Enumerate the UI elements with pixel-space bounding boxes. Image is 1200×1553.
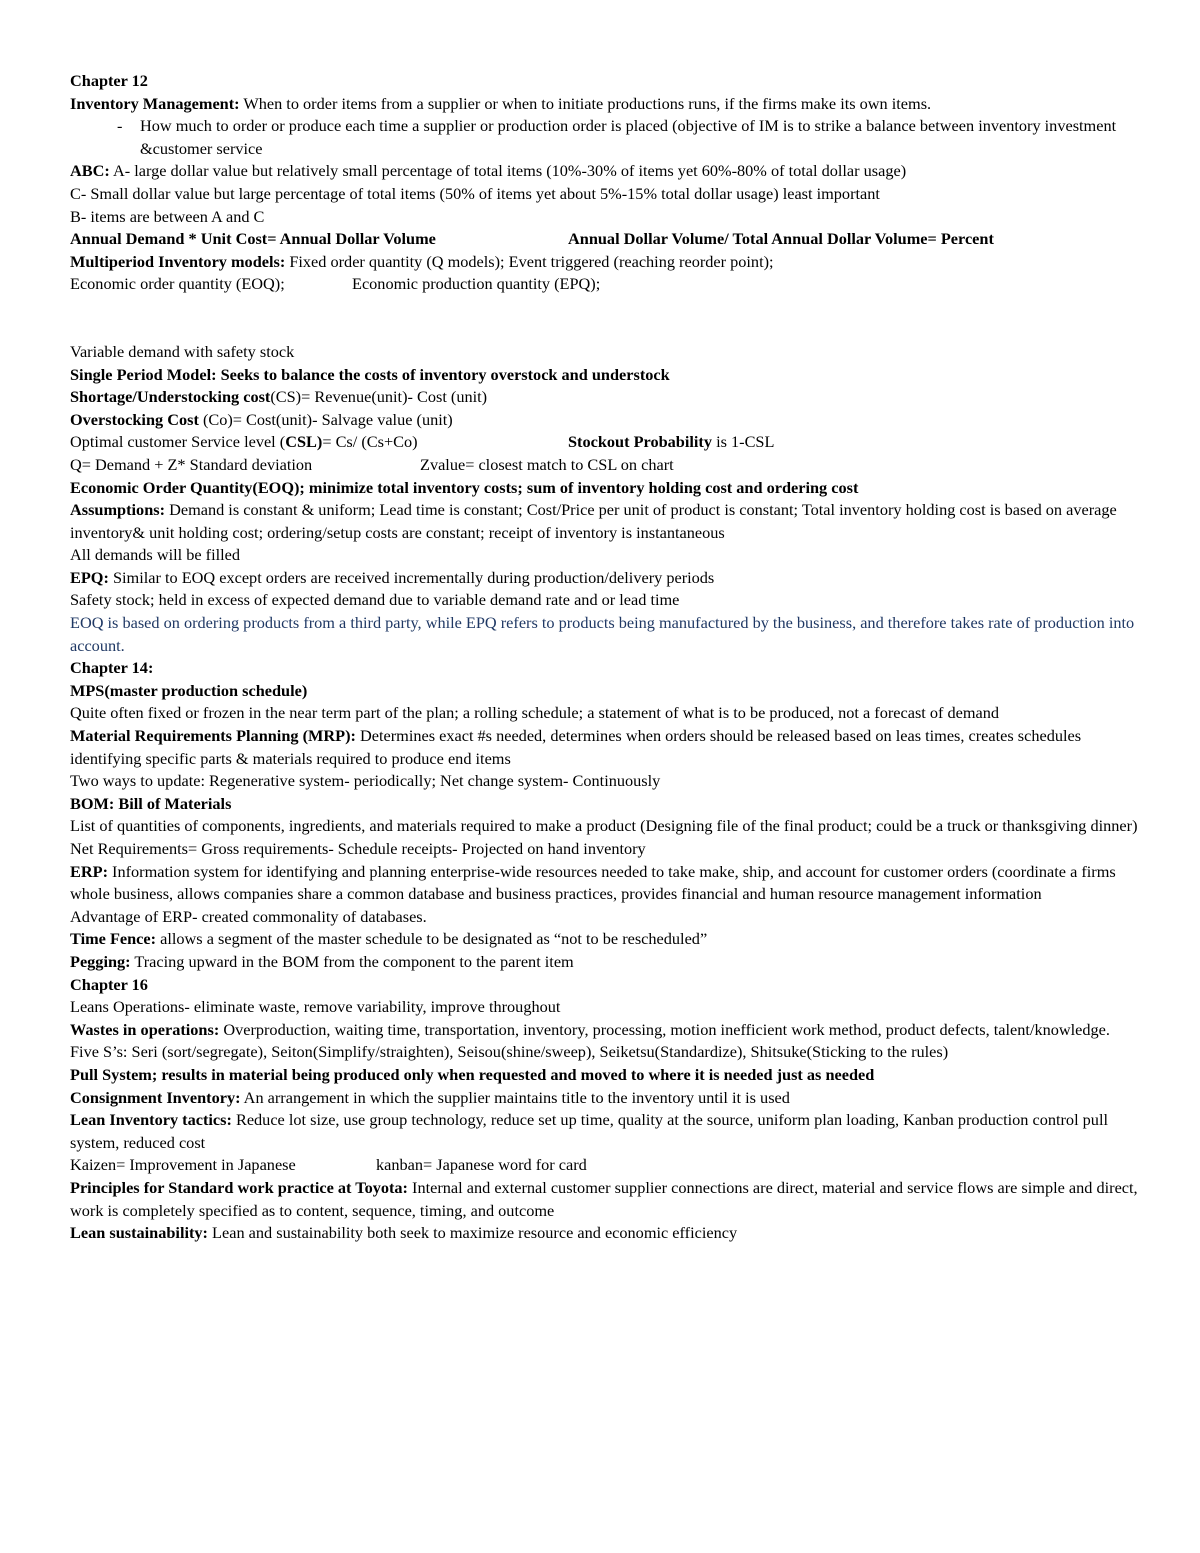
chapter-12-heading: Chapter 12 — [70, 71, 148, 90]
term-text: (CS)= Revenue(unit)- Cost (unit) — [270, 387, 488, 407]
term-label: EPQ: — [70, 567, 109, 587]
net-requirements-line: Net Requirements= Gross requirements- Schedule receipts- Projected on hand inventory — [70, 839, 646, 858]
all-demands-line: All demands will be filled — [70, 545, 241, 565]
term-label: Inventory Management: — [70, 93, 240, 113]
erp-para — [70, 861, 1140, 906]
kaizen-kanban-line — [70, 1154, 1140, 1177]
lean-operations-line: Leans Operations- eliminate waste, remove variability, improve throughout — [70, 997, 561, 1017]
q-formula: Q= Demand + Z* Standard deviation — [70, 454, 313, 474]
consignment-line — [70, 1087, 1140, 1110]
notes-body — [70, 70, 1140, 1245]
term-label: Principles for Standard work practice at Toyota: — [70, 1177, 408, 1197]
term-label: Assumptions: — [70, 500, 166, 520]
eoq-vs-epq-note: EOQ is based on ordering products from a third party, while EPQ refers to products being manufactured by the business, and therefore takes rate of production into account. — [70, 613, 1135, 655]
term-text: Reduce lot size, use group technology, reduce set up time, quality at the source, uniform plan loading, Kanban production control pull system, reduced cost — [70, 1110, 1108, 1152]
term-text: When to order items from a supplier or when to initiate productions runs, if the firms make its own items. — [239, 93, 932, 113]
term-text: Internal and external customer supplier connections are direct, material and service flows are simple and direct, work is completely specified as to content, sequence, timing, and outcome — [70, 1177, 1138, 1220]
formula-annual-dollar-volume: Annual Demand * Unit Cost= Annual Dollar Volume — [70, 229, 436, 249]
term-text: Overproduction, waiting time, transportation, inventory, processing, motion inefficient work method, product defects, talent/knowledge. — [219, 1019, 1110, 1039]
bullet-dash: - — [117, 116, 123, 136]
term-text: An arrangement in which the supplier maintains title to the inventory until it is used — [240, 1087, 790, 1107]
bullet-text: How much to order or produce each time a supplier or production order is placed (objective of IM is to strike a balance between inventory investment &customer service — [140, 116, 1117, 158]
term-label: Pegging: — [70, 951, 131, 971]
wastes-para — [70, 1019, 1140, 1042]
dollar-volume-formulas — [70, 228, 1140, 251]
term-label: Material Requirements Planning (MRP): — [70, 726, 356, 746]
term-text: Determines exact #s needed, determines when orders should be released based on leas times, creates schedules identifying specific parts & materials required to produce end items — [70, 726, 1082, 768]
term-text: Tracing upward in the BOM from the component to the parent item — [130, 951, 574, 971]
term-label: Multiperiod Inventory models: — [70, 251, 286, 271]
csl-prefix: Optimal customer Service level ( — [70, 432, 286, 452]
abc-c-line: C- Small dollar value but large percentage of total items (50% of items yet about 5%-15% total dollar usage) least important — [70, 183, 880, 203]
eoq-epq-line — [70, 273, 1140, 296]
term-text: Information system for identifying and planning enterprise-wide resources needed to take make, ship, and account for customer orders (coordinate a firms whole business, allows companies share a common database and business practices, provides financial and human resource management information — [70, 861, 1116, 904]
term-label: Shortage/Understocking cost — [70, 387, 271, 407]
single-period-line: Single Period Model: Seeks to balance the costs of inventory overstock and understock — [70, 364, 670, 384]
variable-demand-line: Variable demand with safety stock — [70, 341, 295, 361]
mps-heading: MPS(master production schedule) — [70, 680, 308, 700]
bom-para: List of quantities of components, ingredients, and materials required to make a product (Designing file of the final product; could be a truck or thanksgiving dinner) — [70, 816, 1138, 836]
abc-b-line: B- items are between A and C — [70, 206, 265, 226]
five-s-line: Five S’s: Seri (sort/segregate), Seiton(Simplify/straighten), Seisou(shine/sweep), Seiketsu(Standardize), Shitsuke(Sticking to the rules) — [70, 1042, 949, 1062]
pull-system-line: Pull System; results in material being produced only when requested and moved to where it is needed just as needed — [70, 1064, 875, 1084]
epq-line — [70, 567, 1140, 590]
term-text: Demand is constant & uniform; Lead time is constant; Cost/Price per unit of product is constant; Total inventory holding cost is based on average inventory& unit holding cost; ordering/setup costs are constant; receipt of inventory is instantaneous — [70, 500, 1117, 542]
erp-advantage-line: Advantage of ERP- created commonality of databases. — [70, 906, 427, 926]
term-label: ABC: — [70, 161, 110, 181]
kanban-def: kanban= Japanese word for card — [376, 1155, 587, 1175]
term-label: Consignment Inventory: — [70, 1087, 241, 1107]
term-label: Time Fence: — [70, 929, 157, 949]
term-text: allows a segment of the master schedule to be designated as “not to be rescheduled” — [156, 929, 708, 949]
term-text: Lean and sustainability both seek to maximize resource and economic efficiency — [207, 1223, 738, 1243]
toyota-para — [70, 1177, 1140, 1222]
stockout-label: Stockout Probability — [568, 432, 712, 452]
kaizen-def: Kaizen= Improvement in Japanese — [70, 1155, 296, 1175]
blank-space — [70, 296, 1140, 341]
assumptions-para — [70, 499, 1140, 544]
safety-stock-line: Safety stock; held in excess of expected demand due to variable demand rate and or lead time — [70, 590, 680, 610]
bom-heading: BOM: Bill of Materials — [70, 793, 232, 813]
stockout-text: is 1-CSL — [712, 432, 775, 452]
eoq-definition-line: Economic Order Quantity(EOQ); minimize total inventory costs; sum of inventory holding cost and ordering cost — [70, 477, 859, 497]
chapter-16-heading: Chapter 16 — [70, 974, 148, 994]
csl-label: CSL) — [285, 432, 323, 452]
csl-line — [70, 431, 1140, 454]
term-label: Lean Inventory tactics: — [70, 1110, 232, 1130]
multiperiod-line — [70, 251, 1140, 274]
shortage-cost-line — [70, 386, 1140, 409]
term-text: Fixed order quantity (Q models); Event triggered (reaching reorder point); — [285, 251, 774, 271]
term-label: ERP: — [70, 861, 108, 881]
csl-formula — [70, 431, 568, 454]
z-value: Zvalue= closest match to CSL on chart — [420, 454, 674, 474]
formula-percent: Annual Dollar Volume/ Total Annual Dollar Volume= Percent — [568, 229, 994, 249]
eoq-item: Economic order quantity (EOQ); — [70, 274, 285, 294]
term-label: Lean sustainability: — [70, 1223, 208, 1243]
pegging-line — [70, 951, 1140, 974]
term-text: Similar to EOQ except orders are received incrementally during production/delivery periods — [108, 567, 715, 587]
overstock-cost-line — [70, 409, 1140, 432]
update-line: Two ways to update: Regenerative system- periodically; Net change system- Continuously — [70, 771, 661, 791]
mrp-para — [70, 725, 1140, 770]
lean-sustainability-line — [70, 1222, 1140, 1245]
csl-text: = Cs/ (Cs+Co) — [322, 432, 418, 452]
abc-line — [70, 160, 1140, 183]
term-text: (Co)= Cost(unit)- Salvage value (unit) — [198, 409, 453, 429]
mps-para: Quite often fixed or frozen in the near term part of the plan; a rolling schedule; a statement of what is to be produced, not a forecast of demand — [70, 703, 1000, 723]
lean-tactics-para — [70, 1109, 1140, 1154]
chapter-14-heading: Chapter 14: — [70, 658, 154, 678]
inventory-management-line — [70, 93, 1140, 116]
epq-item: Economic production quantity (EPQ); — [352, 274, 601, 294]
term-text: A- large dollar value but relatively small percentage of total items (10%-30% of items yet 60%-80% of total dollar usage) — [109, 161, 907, 181]
q-formula-line — [70, 454, 1140, 477]
term-label: Overstocking Cost — [70, 409, 199, 429]
term-label: Wastes in operations: — [70, 1019, 220, 1039]
bullet-item — [70, 115, 1140, 160]
time-fence-line — [70, 928, 1140, 951]
